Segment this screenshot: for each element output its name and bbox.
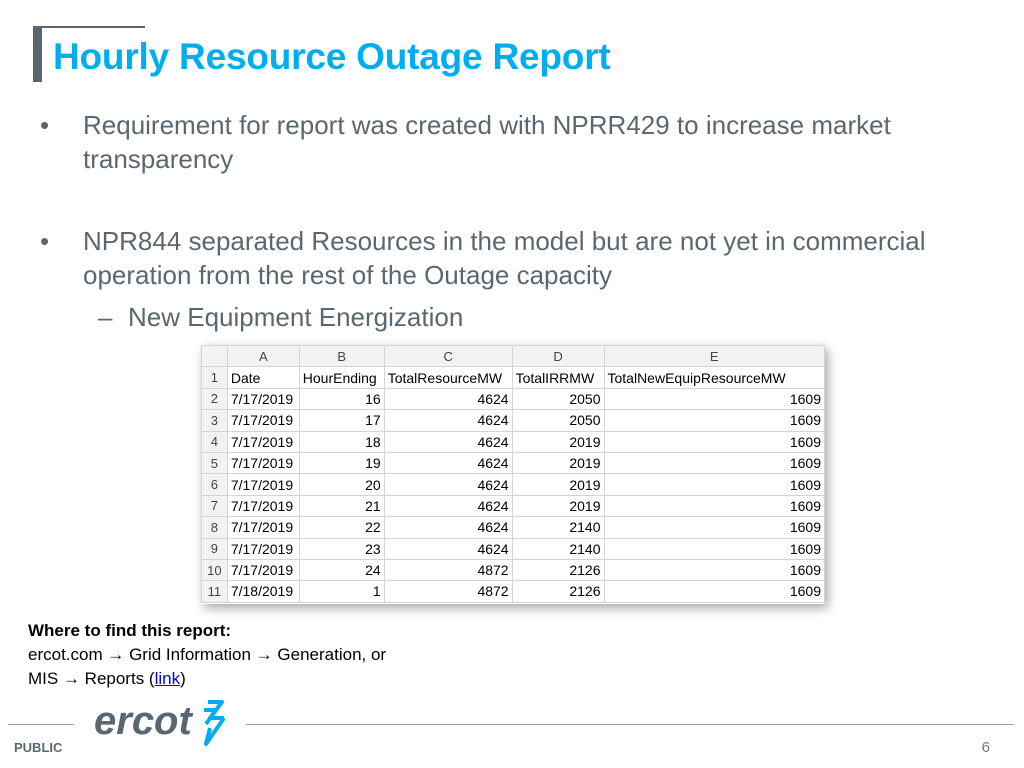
footer-divider-left bbox=[8, 724, 74, 725]
table-cell: 1609 bbox=[604, 495, 825, 516]
row-number: 9 bbox=[202, 538, 228, 559]
table-cell: 2019 bbox=[512, 452, 604, 473]
table-row bbox=[202, 452, 825, 473]
table-row bbox=[202, 538, 825, 559]
table-cell: 7/17/2019 bbox=[227, 517, 299, 538]
table-cell: 2140 bbox=[512, 538, 604, 559]
bullet-marker: • bbox=[40, 226, 50, 256]
table-row bbox=[202, 431, 825, 452]
table-cell: 1 bbox=[299, 581, 384, 602]
column-letter: B bbox=[299, 346, 384, 367]
report-location-note bbox=[28, 619, 386, 691]
table-cell: 1609 bbox=[604, 452, 825, 473]
table-cell: 16 bbox=[299, 388, 384, 409]
table-cell: 7/18/2019 bbox=[227, 581, 299, 602]
table-cell: 1609 bbox=[604, 474, 825, 495]
table-cell: 2050 bbox=[512, 410, 604, 431]
bullet-text: NPR844 separated Resources in the model but are not yet in commercial operation from the rest of the Outage capacity bbox=[83, 226, 926, 290]
bullet-item bbox=[40, 224, 1023, 292]
table-cell: 24 bbox=[299, 559, 384, 580]
bullet-text: Requirement for report was created with NPRR429 to increase market transparency bbox=[83, 110, 891, 174]
page-number: 6 bbox=[981, 739, 990, 756]
table-cell: 4624 bbox=[384, 388, 512, 409]
table-cell: 2140 bbox=[512, 517, 604, 538]
row-number: 5 bbox=[202, 452, 228, 473]
table-cell: 21 bbox=[299, 495, 384, 516]
table-cell: 4624 bbox=[384, 474, 512, 495]
sub-bullet-text: New Equipment Energization bbox=[128, 302, 464, 332]
table-cell: 7/17/2019 bbox=[227, 559, 299, 580]
table-row bbox=[202, 410, 825, 431]
table-row bbox=[202, 581, 825, 602]
table-cell: 2019 bbox=[512, 431, 604, 452]
row-number: 6 bbox=[202, 474, 228, 495]
table-cell: 4872 bbox=[384, 581, 512, 602]
table-cell: 2019 bbox=[512, 495, 604, 516]
table-cell: 2019 bbox=[512, 474, 604, 495]
table-cell: 1609 bbox=[604, 388, 825, 409]
spreadsheet-table bbox=[201, 345, 825, 603]
column-header: TotalResourceMW bbox=[384, 367, 512, 388]
ercot-logo-bolt-icon bbox=[204, 702, 224, 744]
column-letter: C bbox=[384, 346, 512, 367]
table-row bbox=[202, 517, 825, 538]
table-cell: 1609 bbox=[604, 538, 825, 559]
table-cell: 7/17/2019 bbox=[227, 410, 299, 431]
table-cell: 2126 bbox=[512, 581, 604, 602]
row-number: 8 bbox=[202, 517, 228, 538]
table-cell: 4872 bbox=[384, 559, 512, 580]
table-cell: 4624 bbox=[384, 517, 512, 538]
row-number: 1 bbox=[202, 367, 228, 388]
table-cell: 1609 bbox=[604, 410, 825, 431]
bullet-item bbox=[40, 108, 1023, 176]
row-number: 7 bbox=[202, 495, 228, 516]
table-cell: 20 bbox=[299, 474, 384, 495]
ercot-logo-wordmark: ercot bbox=[94, 699, 192, 743]
row-number: 2 bbox=[202, 388, 228, 409]
report-location-mis bbox=[28, 667, 386, 691]
table-cell: 7/17/2019 bbox=[227, 538, 299, 559]
table-cell: 2050 bbox=[512, 388, 604, 409]
table-cell: 1609 bbox=[604, 559, 825, 580]
table-row bbox=[202, 474, 825, 495]
table-cell: 4624 bbox=[384, 410, 512, 431]
table-cell: 7/17/2019 bbox=[227, 388, 299, 409]
table-cell: 2126 bbox=[512, 559, 604, 580]
sub-bullet-item bbox=[98, 300, 463, 334]
row-number: 10 bbox=[202, 559, 228, 580]
header-row bbox=[202, 367, 825, 388]
table-cell: 18 bbox=[299, 431, 384, 452]
table-cell: 17 bbox=[299, 410, 384, 431]
column-header: HourEnding bbox=[299, 367, 384, 388]
table-cell: 22 bbox=[299, 517, 384, 538]
table-cell: 7/17/2019 bbox=[227, 452, 299, 473]
table-cell: 7/17/2019 bbox=[227, 495, 299, 516]
row-number: 11 bbox=[202, 581, 228, 602]
sub-bullet-marker: – bbox=[98, 302, 113, 332]
table-cell: 4624 bbox=[384, 538, 512, 559]
column-header: TotalIRRMW bbox=[512, 367, 604, 388]
table-cell: 4624 bbox=[384, 495, 512, 516]
column-header: Date bbox=[227, 367, 299, 388]
column-letter: E bbox=[604, 346, 825, 367]
table-cell: 1609 bbox=[604, 517, 825, 538]
table-row bbox=[202, 559, 825, 580]
table-cell: 19 bbox=[299, 452, 384, 473]
row-number: 4 bbox=[202, 431, 228, 452]
spreadsheet-screenshot bbox=[201, 345, 825, 604]
row-number: 3 bbox=[202, 410, 228, 431]
table-row bbox=[202, 388, 825, 409]
table-cell: 7/17/2019 bbox=[227, 431, 299, 452]
mis-path-text: MIS → Reports ( bbox=[28, 669, 155, 688]
report-location-heading: Where to find this report: bbox=[28, 621, 232, 640]
bullet-marker: • bbox=[40, 110, 50, 140]
column-letter: D bbox=[512, 346, 604, 367]
table-cell: 7/17/2019 bbox=[227, 474, 299, 495]
table-cell: 4624 bbox=[384, 452, 512, 473]
table-cell: 1609 bbox=[604, 431, 825, 452]
column-letter: A bbox=[227, 346, 299, 367]
mis-path-close: ) bbox=[180, 669, 186, 688]
column-header: TotalNewEquipResourceMW bbox=[604, 367, 825, 388]
corner-cell bbox=[202, 346, 228, 367]
table-row bbox=[202, 495, 825, 516]
column-letter-row bbox=[202, 346, 825, 367]
table-cell: 23 bbox=[299, 538, 384, 559]
ercot-logo bbox=[94, 696, 234, 752]
report-link[interactable]: link bbox=[154, 669, 181, 688]
slide-title: Hourly Resource Outage Report bbox=[53, 36, 611, 77]
table-cell: 4624 bbox=[384, 431, 512, 452]
report-location-path: ercot.com → Grid Information → Generation, or bbox=[28, 645, 387, 664]
footer-divider-right bbox=[246, 724, 1014, 725]
table-cell: 1609 bbox=[604, 581, 825, 602]
classification-label: PUBLIC bbox=[14, 740, 63, 755]
